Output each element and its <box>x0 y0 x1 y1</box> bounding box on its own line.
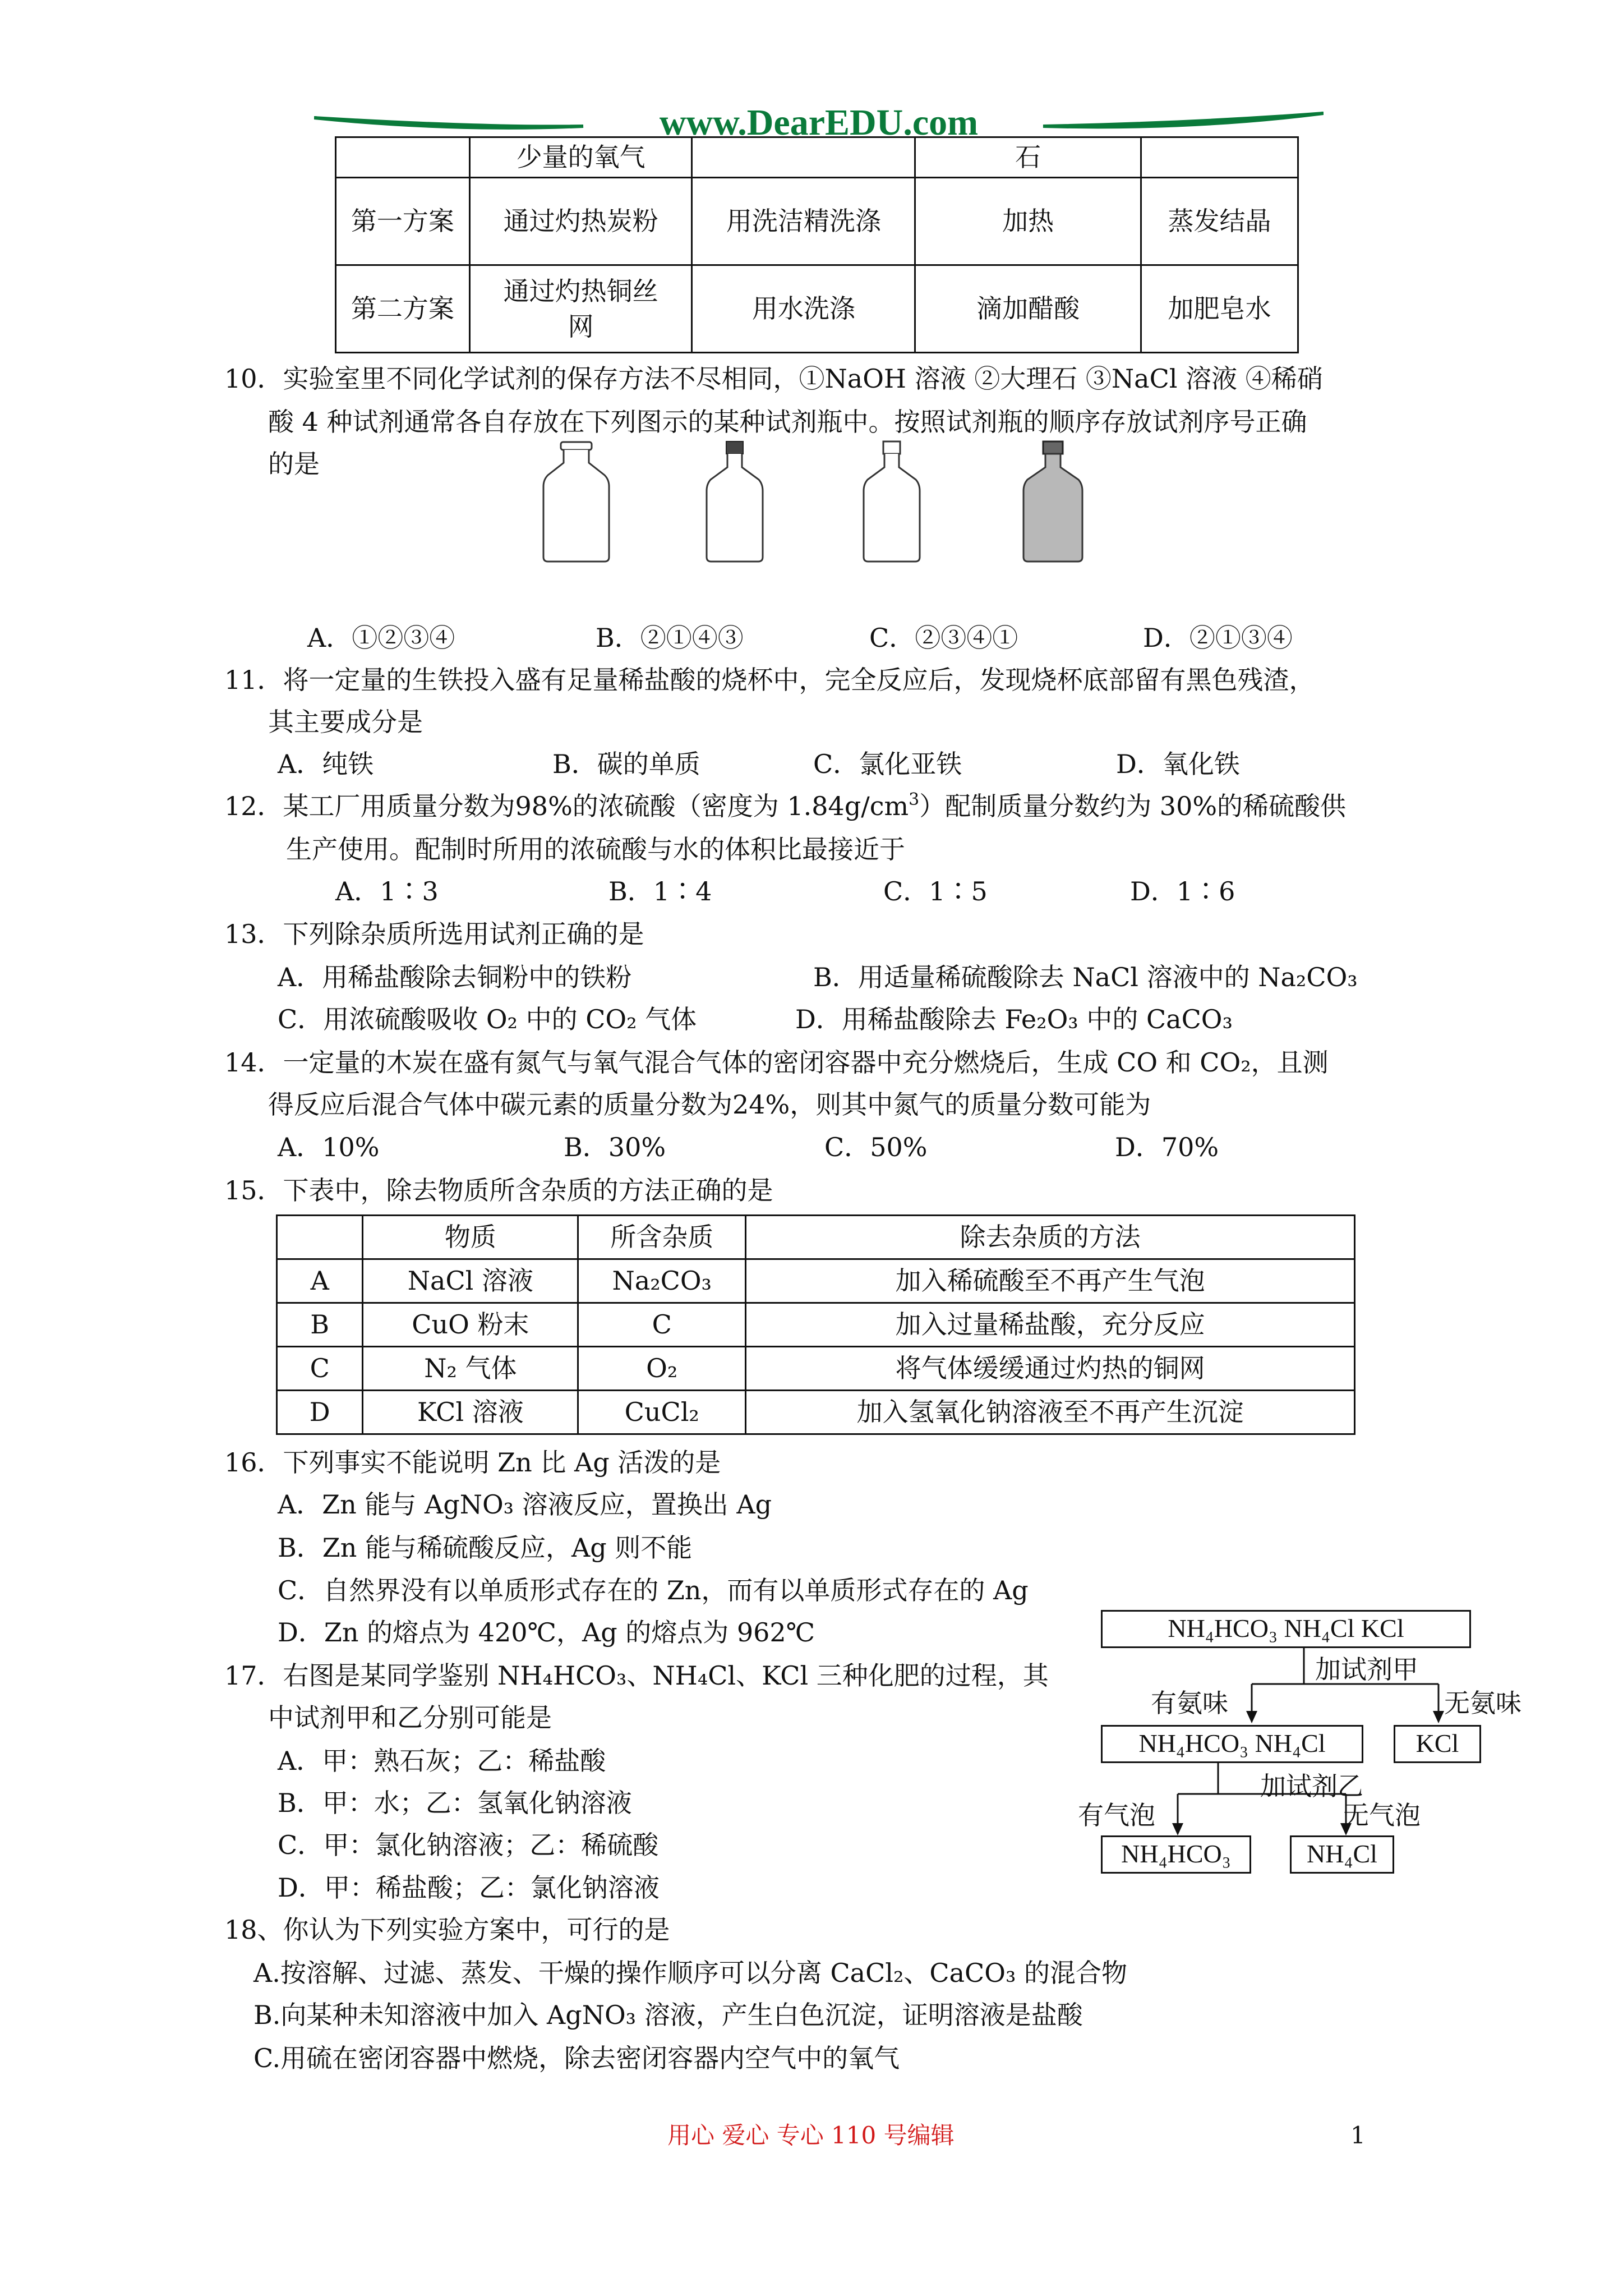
table-row <box>336 265 1298 353</box>
table-cell: 第二方案 <box>336 265 470 353</box>
q18-option-c: C.用硫在密闭容器中燃烧，除去密闭容器内空气中的氧气 <box>253 2043 900 2073</box>
table-cell: NaCl 溶液 <box>363 1259 578 1303</box>
table-cell: B <box>277 1303 363 1347</box>
q10-option-d: D．②①③④ <box>1143 623 1293 653</box>
q12-line1: 12．某工厂用质量分数为98%的浓硫酸（密度为 $1.84g/cm^3$）配制质量分数约为 30%的稀硫酸供 <box>224 790 1347 821</box>
table-row <box>277 1347 1355 1391</box>
table-cell: Na₂CO₃ <box>578 1259 746 1303</box>
table-cell: 少量的氧气 <box>469 137 692 178</box>
table-row <box>277 1303 1355 1347</box>
flow-label-no-bubbles: 无气泡 <box>1343 1800 1421 1830</box>
table-cell: 用洗洁精洗涤 <box>692 178 915 265</box>
q16-option-d: D．Zn 的熔点为 420℃，Ag 的熔点为 962℃ <box>278 1617 815 1648</box>
page-number: 1 <box>1350 2122 1366 2149</box>
table-cell: 石 <box>915 137 1141 178</box>
flow-box-nh4cl: NH₄Cl <box>1290 1835 1394 1874</box>
flow-reagent-2: 加试剂乙 <box>1260 1771 1363 1801</box>
flow-label-bubbles: 有气泡 <box>1078 1800 1155 1830</box>
q17-line2: 中试剂甲和乙分别可能是 <box>268 1703 552 1733</box>
table-header: 除去杂质的方法 <box>746 1216 1355 1259</box>
table-cell: O₂ <box>578 1347 746 1391</box>
flow-label-no-ammonia-smell: 无氨味 <box>1444 1688 1521 1718</box>
flow-label-ammonia-smell: 有氨味 <box>1151 1688 1228 1718</box>
table-cell <box>336 137 470 178</box>
q18-option-b: B.向某种未知溶液中加入 AgNO₃ 溶液，产生白色沉淀，证明溶液是盐酸 <box>253 2000 1083 2030</box>
table-cell: 通过灼热铜丝网 <box>469 265 692 353</box>
q17-option-a: A．甲：熟石灰；乙：稀盐酸 <box>278 1746 606 1776</box>
logo-text: www.DearEDU.com <box>659 102 979 143</box>
table-cell <box>692 137 915 178</box>
q17-line1: 17．右图是某同学鉴别 NH₄HCO₃、NH₄Cl、KCl 三种化肥的过程，其 <box>224 1660 1049 1691</box>
table-row <box>336 137 1298 178</box>
q10-option-b: B．②①④③ <box>596 623 744 653</box>
q12-option-b: B．1∶4 <box>608 876 712 907</box>
table-cell: KCl 溶液 <box>363 1391 578 1434</box>
flow-box-all-fertilizers: NH₄HCO₃ NH₄Cl KCl <box>1101 1610 1471 1648</box>
q14-option-b: B．30% <box>564 1132 666 1162</box>
q14-option-c: C．50% <box>824 1132 928 1162</box>
table-cell: CuO 粉末 <box>363 1303 578 1347</box>
bottle-wide-mouth-icon <box>541 440 611 564</box>
table-cell: 用水洗涤 <box>692 265 915 353</box>
table-header: 物质 <box>363 1216 578 1259</box>
table-row <box>336 178 1298 265</box>
table-row <box>277 1391 1355 1434</box>
q18-stem: 18、你认为下列实验方案中，可行的是 <box>224 1915 670 1945</box>
q13-option-a: A．用稀盐酸除去铜粉中的铁粉 <box>278 962 632 992</box>
q10-option-c: C．②③④① <box>869 623 1018 653</box>
table-cell: 通过灼热炭粉 <box>469 178 692 265</box>
q13-option-c: C．用浓硫酸吸收 O₂ 中的 CO₂ 气体 <box>278 1004 697 1034</box>
q14-line2: 得反应后混合气体中碳元素的质量分数为24%，则其中氮气的质量分数可能为 <box>268 1089 1151 1120</box>
q12-option-a: A．1∶3 <box>335 876 439 907</box>
table-cell <box>1141 137 1298 178</box>
bottle-narrow-mouth-icon <box>861 440 923 564</box>
logo-swoosh-left <box>314 118 583 128</box>
q11-option-c: C．氯化亚铁 <box>813 749 962 779</box>
table-cell: N₂ 气体 <box>363 1347 578 1391</box>
table-row <box>277 1216 1355 1259</box>
table-q15 <box>276 1214 1355 1435</box>
table-cell: 加热 <box>915 178 1141 265</box>
table-cell: D <box>277 1391 363 1434</box>
q14-option-a: A．10% <box>278 1132 380 1162</box>
q11-option-a: A．纯铁 <box>278 749 374 779</box>
q18-option-a: A.按溶解、过滤、蒸发、干燥的操作顺序可以分离 CaCl₂、CaCO₃ 的混合物 <box>253 1958 1128 1988</box>
q11-option-b: B．碳的单质 <box>552 749 700 779</box>
table-q9 <box>335 136 1299 353</box>
flow-box-nh4hco3: NH₄HCO₃ <box>1101 1835 1251 1874</box>
q15-stem: 15．下表中，除去物质所含杂质的方法正确的是 <box>224 1175 773 1205</box>
flow-reagent-1: 加试剂甲 <box>1315 1654 1418 1685</box>
q17-option-c: C．甲：氯化钠溶液；乙：稀硫酸 <box>278 1830 659 1860</box>
bottle-brown-glass-icon <box>1021 440 1085 564</box>
q12-option-d: D．1∶6 <box>1130 876 1235 907</box>
table-cell: C <box>578 1303 746 1347</box>
table-cell: 加入氢氧化钠溶液至不再产生沉淀 <box>746 1391 1355 1434</box>
q10-line1: 10．实验室里不同化学试剂的保存方法不尽相同，①NaOH 溶液 ②大理石 ③NaCl 溶液 ④稀硝 <box>224 364 1323 394</box>
q11-line1: 11．将一定量的生铁投入盛有足量稀盐酸的烧杯中，完全反应后，发现烧杯底部留有黑色残渣， <box>224 665 1315 695</box>
q13-option-b: B．用适量稀硫酸除去 NaCl 溶液中的 Na₂CO₃ <box>813 962 1358 992</box>
table-cell: 第一方案 <box>336 178 470 265</box>
table-header: 所含杂质 <box>578 1216 746 1259</box>
q14-line1: 14．一定量的木炭在盛有氮气与氧气混合气体的密闭容器中充分燃烧后，生成 CO 和 CO₂，且测 <box>224 1047 1329 1078</box>
bottle-narrow-mouth-icon <box>704 440 766 564</box>
q17-option-b: B．甲：水；乙：氢氧化钠溶液 <box>278 1788 632 1818</box>
flow-box-kcl: KCl <box>1394 1725 1481 1763</box>
q10-option-a: A．①②③④ <box>307 623 455 653</box>
q17-option-d: D．甲：稀盐酸；乙：氯化钠溶液 <box>278 1872 660 1903</box>
table-cell: 滴加醋酸 <box>915 265 1141 353</box>
q11-line2: 其主要成分是 <box>268 707 423 737</box>
table-cell: 加肥皂水 <box>1141 265 1298 353</box>
table-cell: 蒸发结晶 <box>1141 178 1298 265</box>
table-cell: 将气体缓缓通过灼热的铜网 <box>746 1347 1355 1391</box>
q10-line2: 酸 4 种试剂通常各自存放在下列图示的某种试剂瓶中。按照试剂瓶的顺序存放试剂序号正确 <box>268 407 1307 437</box>
q16-option-a: A．Zn 能与 AgNO₃ 溶液反应，置换出 Ag <box>278 1489 772 1520</box>
q10-line3: 的是 <box>268 449 320 479</box>
table-cell: 加入稀硫酸至不再产生气泡 <box>746 1259 1355 1303</box>
q13-stem: 13．下列除杂质所选用试剂正确的是 <box>224 919 644 949</box>
q12-line2: 生产使用。配制时所用的浓硫酸与水的体积比最接近于 <box>286 834 905 864</box>
q16-option-c: C．自然界没有以单质形式存在的 Zn，而有以单质形式存在的 Ag <box>278 1575 1029 1605</box>
table-cell: C <box>277 1347 363 1391</box>
table-cell: 加入过量稀盐酸，充分反应 <box>746 1303 1355 1347</box>
q12-option-c: C．1∶5 <box>883 876 988 907</box>
table-header <box>277 1216 363 1259</box>
table-row <box>277 1259 1355 1303</box>
logo-swoosh-right <box>1043 113 1324 127</box>
table-cell: CuCl₂ <box>578 1391 746 1434</box>
q16-option-b: B．Zn 能与稀硫酸反应，Ag 则不能 <box>278 1533 693 1563</box>
q16-stem: 16．下列事实不能说明 Zn 比 Ag 活泼的是 <box>224 1447 721 1478</box>
q11-option-d: D．氧化铁 <box>1116 749 1240 779</box>
q13-option-d: D．用稀盐酸除去 Fe₂O₃ 中的 CaCO₃ <box>795 1004 1233 1034</box>
footer-text: 用心 爱心 专心 110 号编辑 <box>667 2122 955 2149</box>
q14-option-d: D．70% <box>1115 1132 1219 1162</box>
flow-box-ammonium-salts: NH₄HCO₃ NH₄Cl <box>1101 1725 1363 1763</box>
table-cell: A <box>277 1259 363 1303</box>
